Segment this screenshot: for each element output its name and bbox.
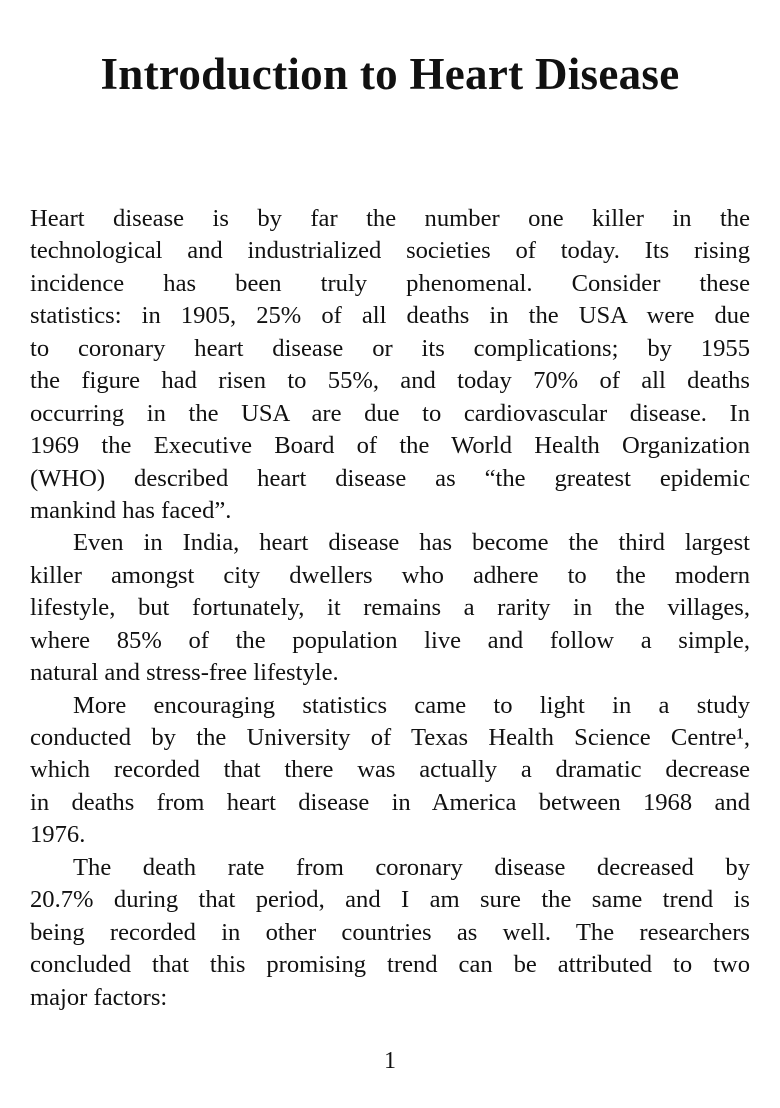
page-title: Introduction to Heart Disease [100,49,680,99]
text-line: occurring in the USA are due to cardiovascular disease. In [30,399,750,427]
text-line: 1976. [30,821,86,849]
text-line: (WHO) described heart disease as “the greatest epidemic [30,464,750,492]
text-line: mankind has faced”. [30,496,232,524]
text-line: the figure had risen to 55%, and today 70% of all deaths [30,367,750,395]
body-text [30,203,750,1014]
text-line: being recorded in other countries as well. The researchers [30,918,750,946]
paragraph [30,203,750,527]
text-line: lifestyle, but fortunately, it remains a rarity in the villages, [30,594,750,622]
text-line: incidence has been truly phenomenal. Consider these [30,269,750,297]
text-line: statistics: in 1905, 25% of all deaths in the USA were due [30,302,750,330]
text-line: which recorded that there was actually a dramatic decrease [30,756,750,784]
text-line: to coronary heart disease or its complications; by 1955 [30,334,750,362]
text-line: killer amongst city dwellers who adhere to the modern [30,561,750,589]
text-line: natural and stress-free lifestyle. [30,659,339,687]
paragraph [30,852,750,1014]
text-line: 1969 the Executive Board of the World Health Organization [30,432,750,460]
text-line: 20.7% during that period, and I am sure the same trend is [30,886,750,914]
text-line: conducted by the University of Texas Health Science Centre¹, [30,724,750,751]
text-line: The death rate from coronary disease decreased by [73,853,750,881]
text-line: Heart disease is by far the number one killer in the [30,205,750,232]
text-line: Even in India, heart disease has become the third largest [73,529,750,557]
text-line: in deaths from heart disease in America between 1968 and [30,788,750,816]
paragraph [30,527,750,689]
text-line: concluded that this promising trend can be attributed to two [30,951,750,979]
text-line: major factors: [30,983,168,1011]
text-line: More encouraging statistics came to light in a study [73,691,750,719]
text-line: technological and industrialized societies of today. Its rising [30,237,750,265]
text-line: where 85% of the population live and follow a simple, [30,626,750,654]
paragraph [30,690,750,852]
page-number: 1 [384,1048,396,1074]
